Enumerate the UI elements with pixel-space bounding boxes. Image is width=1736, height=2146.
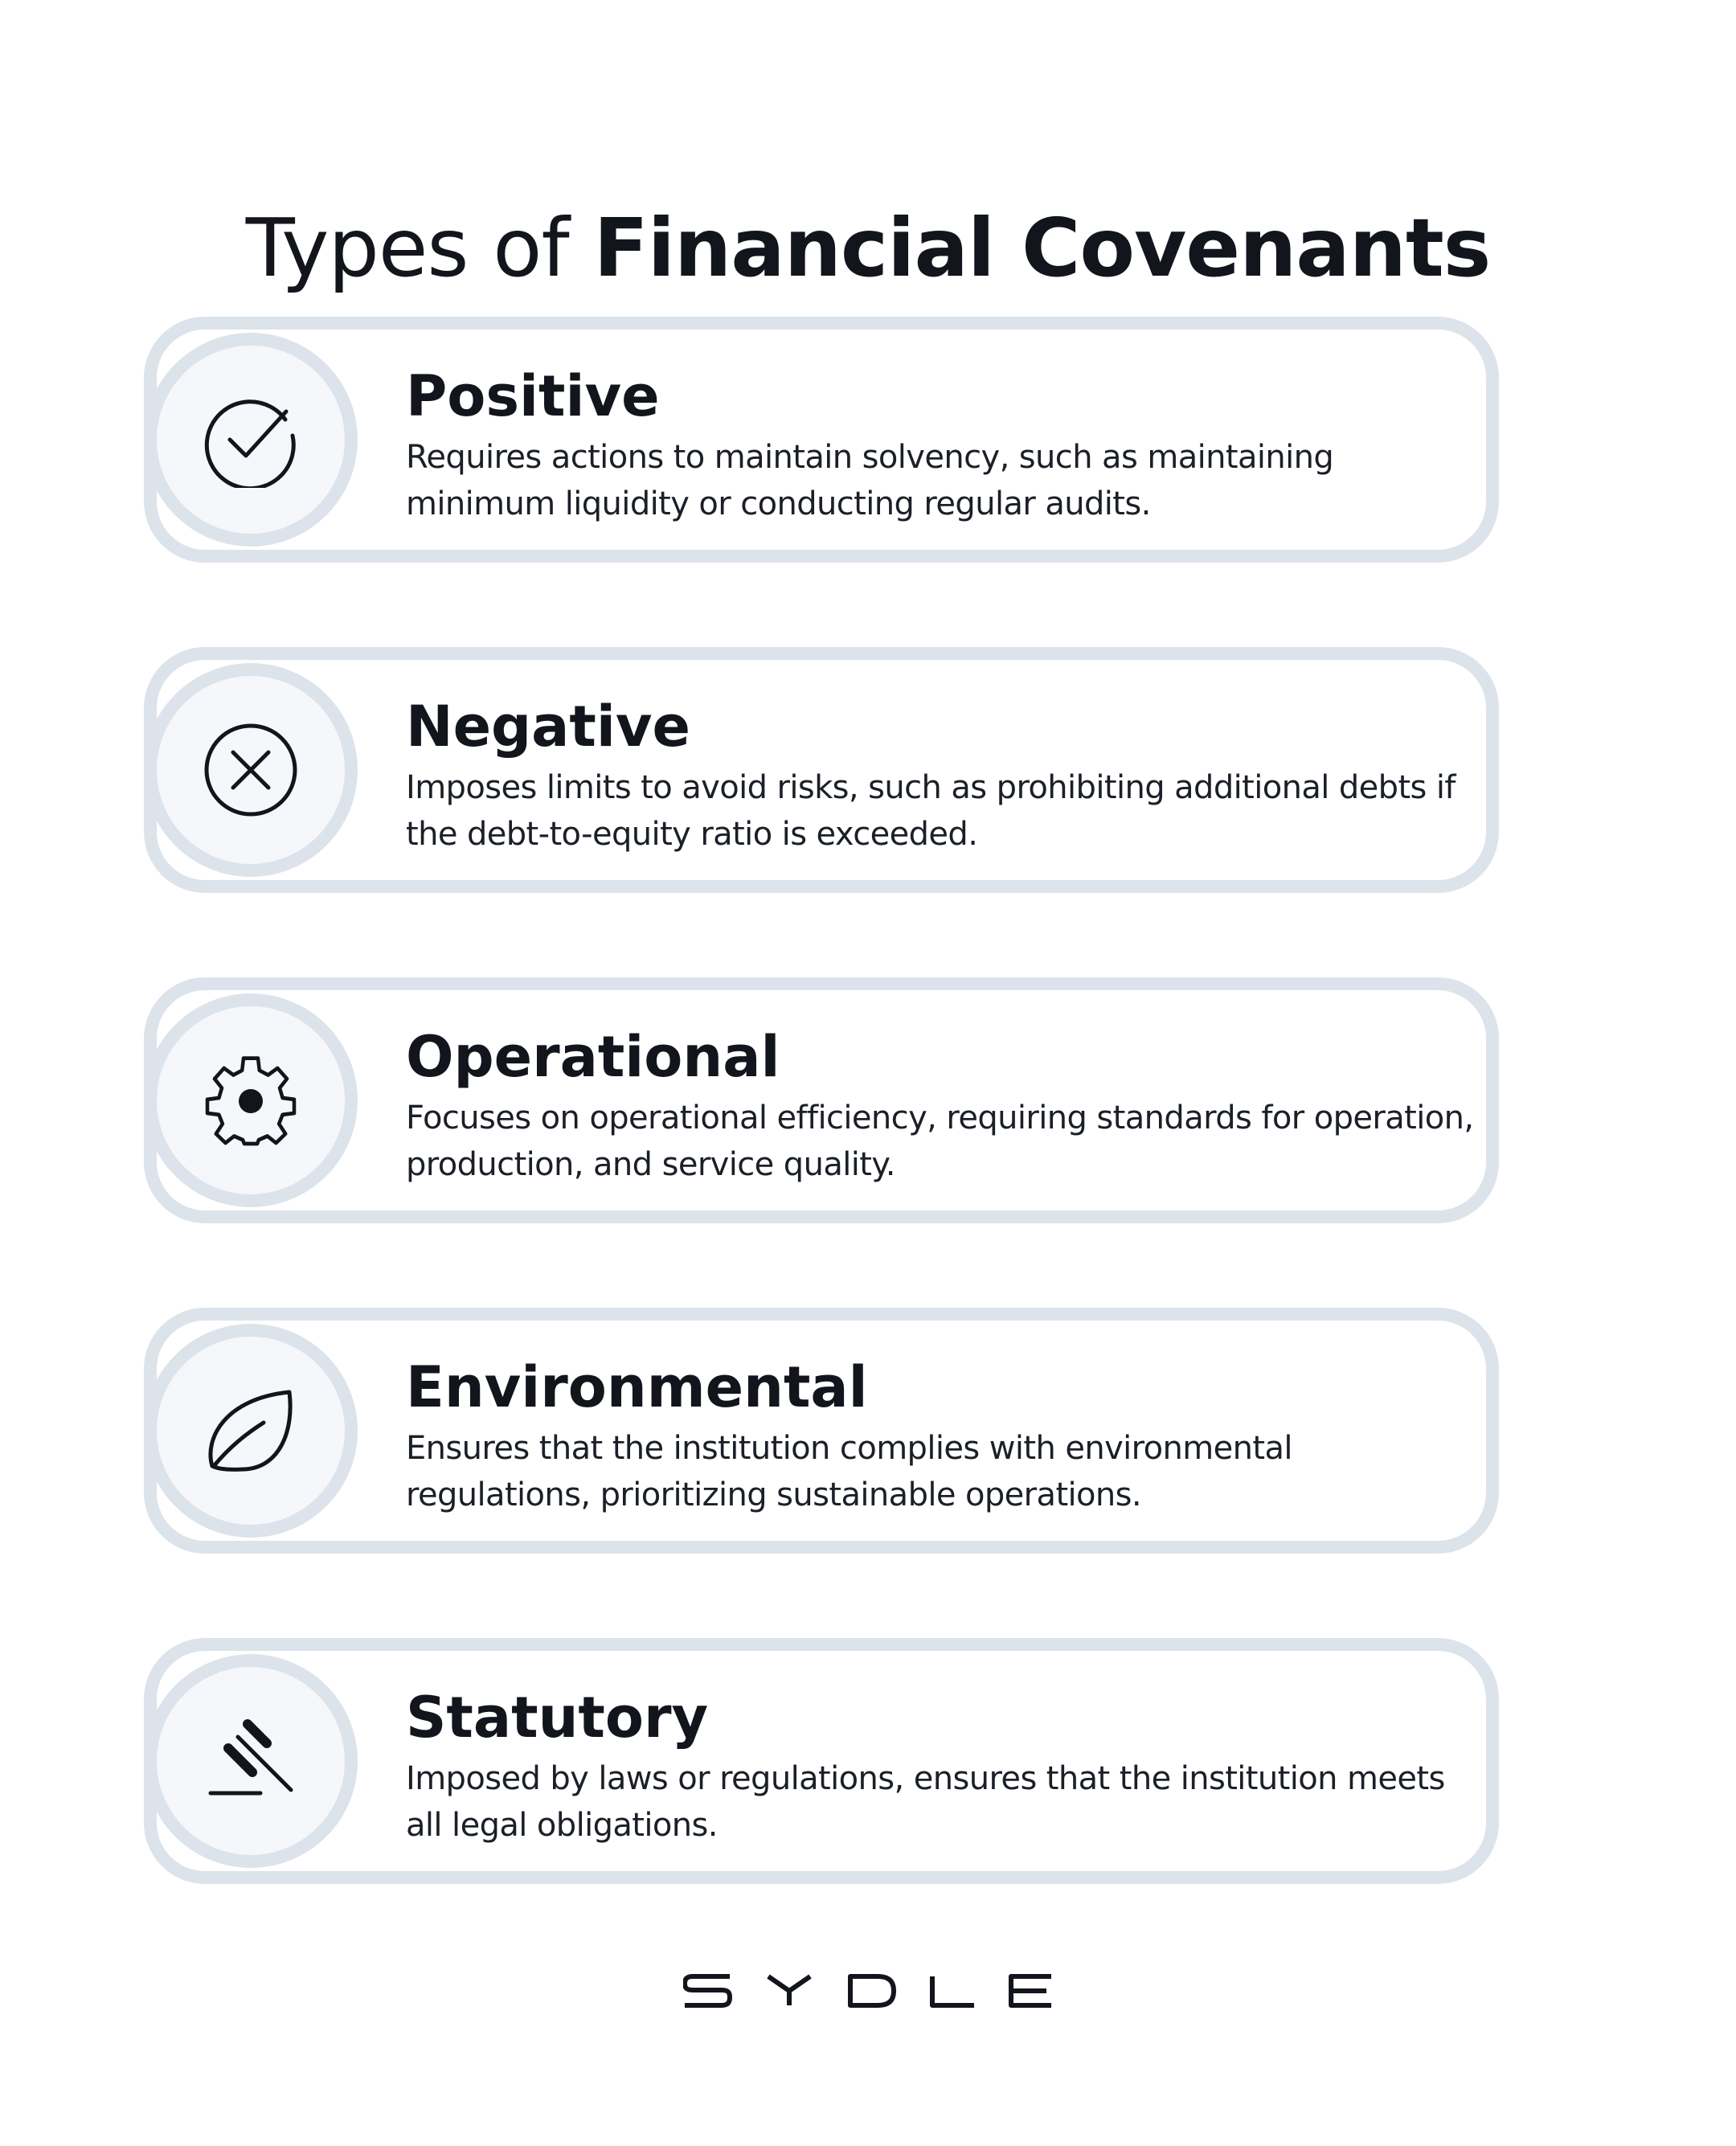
title-light-part: Types of — [245, 201, 594, 295]
icon-badge-positive — [144, 333, 358, 547]
covenant-description-operational: Focuses on operational efficiency, requiring standards for operation, production, and service quality. — [406, 1100, 1474, 1183]
covenant-heading-positive: Positive — [406, 363, 660, 429]
covenant-heading-environmental: Environmental — [406, 1354, 868, 1420]
title-bold-part: Financial Covenants — [593, 201, 1491, 295]
sydle-logo — [683, 1973, 1053, 2009]
leaf-icon — [203, 1382, 299, 1479]
covenant-description-negative: Imposes limits to avoid risks, such as prohibiting additional debts if the debt-to-equity ratio is exceeded. — [406, 769, 1456, 853]
gavel-icon — [203, 1713, 299, 1809]
gear-icon — [203, 1052, 299, 1149]
covenant-description-environmental: Ensures that the institution complies with environmental regulations, prioritizing sustainable operations. — [406, 1430, 1292, 1513]
icon-badge-environmental — [144, 1324, 358, 1538]
covenant-description-positive: Requires actions to maintain solvency, such as maintaining minimum liquidity or conducting regular audits. — [406, 439, 1334, 522]
covenant-heading-operational: Operational — [406, 1024, 780, 1090]
icon-badge-statutory — [144, 1654, 358, 1868]
icon-badge-negative — [144, 663, 358, 877]
brand-footer — [0, 1973, 1736, 2012]
covenant-heading-negative: Negative — [406, 694, 690, 760]
covenant-description-statutory: Imposed by laws or regulations, ensures that the institution meets all legal obligations. — [406, 1760, 1445, 1844]
page-title — [0, 192, 1736, 305]
covenant-heading-statutory: Statutory — [406, 1685, 709, 1751]
x-circle-icon — [203, 722, 299, 818]
check-circle-icon — [203, 391, 299, 488]
icon-badge-operational — [144, 993, 358, 1207]
